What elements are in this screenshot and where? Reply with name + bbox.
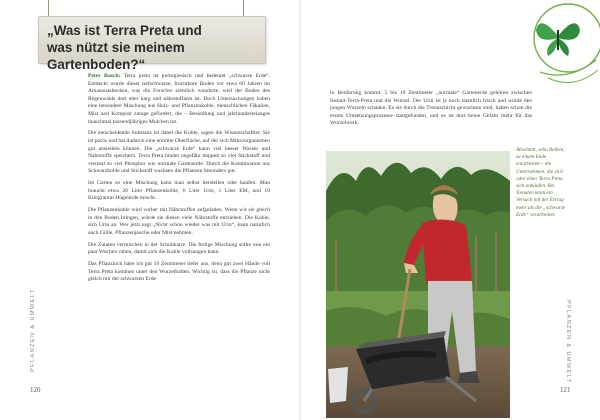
paragraph: Die entscheidende Substanz ist dabei die Kohle, sagen die Wissenschaftler. Sie ist porös und hat dadurch eine enorme Oberfläche, auf der sich Mikroorganismen gut ansiedeln können. Die „schwarze Erde“ kann viel besser Wasser und Nährstoffe speichern. Terra Preta bindet ungefähr doppelt so viel Stickstoff und viermal so viel Phosphor wie normale Gartenerde. Durch die Kombination aus Schwarzkohle und Stickstoff wachsen die Pflanzen besonders gut. bbox=[88, 130, 270, 175]
paragraph: in Berührung kommt. 5 bis 10 Zentimeter „normale“ Gartenerde gehören zwischen Instant-Terra-Preta und die Wurzel. Der Urin ist ja noch ziemlich frisch und würde den jungen Wurzeln schaden. Es sie durch die Trennschicht gewachsen sind, haben schon die ersten Umsetzungsprozesse stattgefunden, und es ist dort keine Gefahr mehr für das Wurzelwerk. bbox=[330, 90, 532, 127]
left-text-column bbox=[88, 73, 270, 288]
photo-caption: Abschnitt, zehn Reihen, zu einem Ende einarbeiten – die Unternehmen, die sich oder einer Terra Preta sich anhäufen. Bei Tomaten kann ein Versuch mit der Ertrag mehr als die „schwarze Erde“ verarbeiten. bbox=[516, 147, 566, 218]
paragraph: Im Garten so eine Mischung kann man selbst herstellen oder kaufen: Man braucht etwa 20 Liter Pflanzenkohle, 6 Liter Urin, 1 Liter EM, und 10 Kilogramm Hügelerde mischt. bbox=[88, 180, 270, 202]
board-rope-right bbox=[243, 0, 244, 17]
paragraph: Das Pflanzloch habe ich gut 10 Zentimeter tiefer aus, denn gut zwei Hände voll Terra Preta kommen unter den Wurzelballen. Wichtig ist, dass die Pflanze nicht gleich mit der schwarzen Erde bbox=[88, 261, 270, 283]
paragraph: Peter Rasch: Terra preta ist portugiesisch und bedeutet „schwarze Erde“. Entdeckt wurde dieser tiefschwarze, fruchtbare Boden vor etwa 60 Jahren im Amazonasbecken, was die Forscher ziemlich wunderte, weil der Boden des Regenwalds dort eher karg und nährstoffarm ist. Doch Untersuchungen haben eine besondere Mischung aus Holz- und Pflanzenkohle, menschlichen Fäkalien, Mist und Kompost zutage gefördert, die – Besiedlung und jahrhundertelanges manchmal tausendjähriges Mulchen tut. bbox=[88, 73, 270, 125]
right-text-column bbox=[330, 90, 532, 132]
photo-illustration bbox=[326, 151, 510, 418]
board-rope-left bbox=[48, 0, 49, 17]
page-number-right: 121 bbox=[560, 386, 571, 394]
page-gutter bbox=[299, 0, 301, 420]
butterfly-logo-icon bbox=[518, 0, 600, 92]
gardener-photo bbox=[326, 151, 510, 418]
paragraph: Die Pflanzenkohle wird vorher mit Nährstoffen aufgeladen. Wenn wir sie gleich in den Boden bringen, würde sie diesen viele Nährstoffe entziehen. Die Kohle, sich Urin an. Wer jetzt sagt „Nicht schon wieder was mit Urin“, kann natürlich auch Gülle, Pflanzenjauche oder Mist nehmen. bbox=[88, 207, 270, 236]
paragraph: Die Zutaten vermischen in der Schubkarre. Die fertige Mischung sollte nun ein paar Wochen ruhen, damit sich die Kohle vollsaugen kann. bbox=[88, 241, 270, 256]
left-side-label: PFLANZEN & UMWELT bbox=[30, 288, 36, 372]
page-title bbox=[47, 22, 259, 73]
title-line-1: „Was ist Terra Preta und bbox=[47, 23, 202, 38]
page-number-left: 120 bbox=[30, 386, 41, 394]
right-side-label: PFLANZEN & UMWELT bbox=[565, 300, 571, 384]
title-line-2: was nützt sie meinem Gartenboden?“ bbox=[47, 40, 185, 72]
speaker-name: Peter Rasch: bbox=[88, 73, 121, 79]
title-board bbox=[38, 16, 266, 72]
